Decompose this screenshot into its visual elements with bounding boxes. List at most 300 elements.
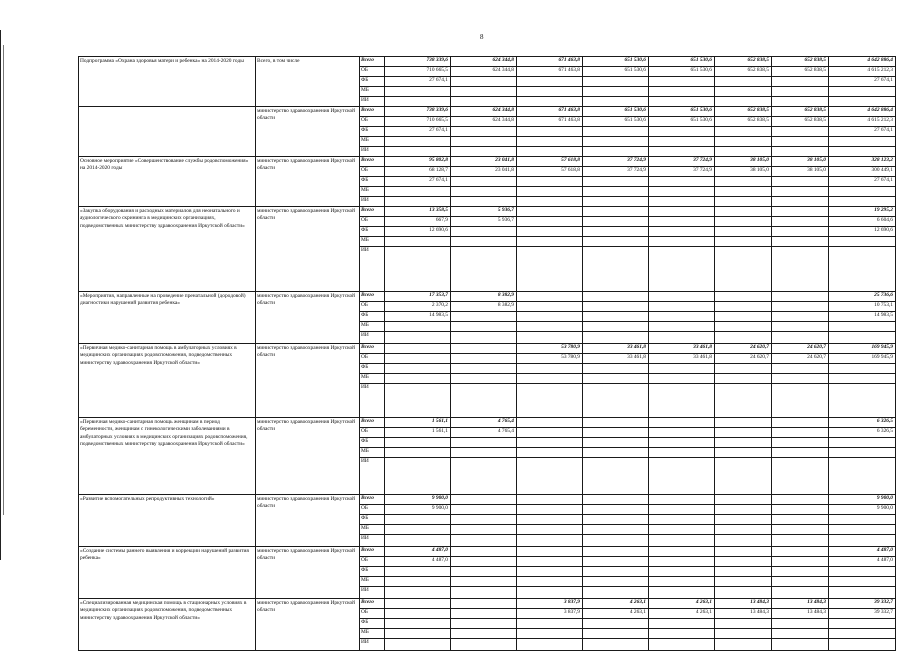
- funding-source-cell: ИИ: [360, 147, 385, 157]
- total-value-cell: [829, 187, 896, 197]
- year-value-cell: [583, 428, 649, 438]
- funding-source-cell: Всего: [360, 599, 385, 609]
- year-value-cell: [517, 374, 583, 384]
- year-value-cell: [517, 629, 583, 639]
- total-value-cell: [829, 629, 896, 639]
- funding-source-cell: МБ: [360, 629, 385, 639]
- year-value-cell: [385, 384, 451, 418]
- year-value-cell: [385, 97, 451, 107]
- year-value-cell: [715, 557, 772, 567]
- year-value-cell: [583, 557, 649, 567]
- year-value-cell: [772, 332, 829, 344]
- year-value-cell: [517, 332, 583, 344]
- year-value-cell: [772, 418, 829, 428]
- year-value-cell: [649, 197, 715, 207]
- funding-source-cell: ФБ: [360, 619, 385, 629]
- year-value-cell: [715, 458, 772, 495]
- funding-source-cell: ИИ: [360, 587, 385, 599]
- year-value-cell: 652 838,5: [715, 67, 772, 77]
- scan-edge-mark: [3, 45, 4, 515]
- year-value-cell: [517, 505, 583, 515]
- year-value-cell: [772, 384, 829, 418]
- year-value-cell: [583, 207, 649, 217]
- year-value-cell: 24 620,7: [772, 354, 829, 364]
- year-value-cell: [715, 525, 772, 535]
- program-name-cell: Подпрограмма «Охрана здоровья матери и ребенка» на 2014-2020 годы: [79, 57, 256, 107]
- total-value-cell: 4 487,0: [829, 557, 896, 567]
- year-value-cell: [649, 227, 715, 237]
- year-value-cell: [649, 247, 715, 292]
- total-value-cell: 27 674,1: [829, 177, 896, 187]
- year-value-cell: 95 802,8: [385, 157, 451, 167]
- year-value-cell: 624 344,8: [451, 57, 517, 67]
- total-value-cell: 300 449,1: [829, 167, 896, 177]
- total-value-cell: [829, 448, 896, 458]
- year-value-cell: [583, 577, 649, 587]
- year-value-cell: 13 484,3: [772, 609, 829, 619]
- year-value-cell: [517, 127, 583, 137]
- year-value-cell: [772, 547, 829, 557]
- funding-source-cell: ФБ: [360, 77, 385, 87]
- year-value-cell: [451, 577, 517, 587]
- year-value-cell: [772, 322, 829, 332]
- year-value-cell: [583, 197, 649, 207]
- year-value-cell: 651 530,6: [583, 107, 649, 117]
- program-name-cell: «Создание системы раннего выявления и коррекции нарушений развития ребенка»: [79, 547, 256, 599]
- year-value-cell: [715, 302, 772, 312]
- year-value-cell: [649, 237, 715, 247]
- table-row: [79, 207, 896, 217]
- year-value-cell: [715, 629, 772, 639]
- year-value-cell: 1 561,1: [385, 418, 451, 428]
- year-value-cell: [451, 312, 517, 322]
- year-value-cell: [451, 247, 517, 292]
- funding-source-cell: ИИ: [360, 535, 385, 547]
- year-value-cell: [583, 547, 649, 557]
- year-value-cell: 1 561,1: [385, 428, 451, 438]
- year-value-cell: [772, 77, 829, 87]
- year-value-cell: [715, 448, 772, 458]
- year-value-cell: [451, 639, 517, 651]
- year-value-cell: [385, 247, 451, 292]
- year-value-cell: 651 530,6: [583, 67, 649, 77]
- year-value-cell: 38 105,0: [715, 167, 772, 177]
- year-value-cell: [517, 577, 583, 587]
- year-value-cell: [715, 384, 772, 418]
- year-value-cell: [385, 374, 451, 384]
- year-value-cell: [517, 217, 583, 227]
- year-value-cell: [772, 619, 829, 629]
- year-value-cell: [649, 292, 715, 302]
- year-value-cell: [772, 458, 829, 495]
- year-value-cell: [517, 247, 583, 292]
- year-value-cell: 24 620,7: [715, 344, 772, 354]
- year-value-cell: [649, 177, 715, 187]
- total-value-cell: [829, 197, 896, 207]
- year-value-cell: [715, 147, 772, 157]
- year-value-cell: [517, 619, 583, 629]
- total-value-cell: 25 736,6: [829, 292, 896, 302]
- year-value-cell: [517, 525, 583, 535]
- year-value-cell: 738 339,6: [385, 57, 451, 67]
- total-value-cell: 14 983,5: [829, 312, 896, 322]
- funding-source-cell: ИИ: [360, 247, 385, 292]
- year-value-cell: [517, 567, 583, 577]
- year-value-cell: 13 484,3: [715, 609, 772, 619]
- year-value-cell: [451, 515, 517, 525]
- year-value-cell: [772, 587, 829, 599]
- year-value-cell: [517, 77, 583, 87]
- total-value-cell: [829, 137, 896, 147]
- year-value-cell: [517, 302, 583, 312]
- year-value-cell: 33 461,8: [649, 354, 715, 364]
- total-value-cell: 4 615 212,3: [829, 117, 896, 127]
- funding-source-cell: ФБ: [360, 227, 385, 237]
- table-row: [79, 599, 896, 609]
- year-value-cell: 671 463,8: [517, 117, 583, 127]
- year-value-cell: [385, 237, 451, 247]
- year-value-cell: [649, 207, 715, 217]
- year-value-cell: [385, 438, 451, 448]
- year-value-cell: [772, 237, 829, 247]
- year-value-cell: 667,9: [385, 217, 451, 227]
- year-value-cell: [715, 312, 772, 322]
- funding-source-cell: МБ: [360, 525, 385, 535]
- year-value-cell: 652 838,5: [772, 117, 829, 127]
- year-value-cell: [451, 374, 517, 384]
- funding-source-cell: ОБ: [360, 505, 385, 515]
- total-value-cell: 4 487,0: [829, 547, 896, 557]
- year-value-cell: 57 618,8: [517, 157, 583, 167]
- total-value-cell: 9 900,0: [829, 495, 896, 505]
- year-value-cell: [583, 322, 649, 332]
- year-value-cell: [451, 177, 517, 187]
- year-value-cell: 651 530,6: [649, 57, 715, 67]
- year-value-cell: 5 936,7: [451, 217, 517, 227]
- year-value-cell: [451, 547, 517, 557]
- total-value-cell: 169 945,9: [829, 344, 896, 354]
- total-value-cell: [829, 97, 896, 107]
- year-value-cell: 27 674,1: [385, 77, 451, 87]
- year-value-cell: 13 484,3: [715, 599, 772, 609]
- year-value-cell: [715, 292, 772, 302]
- year-value-cell: [385, 525, 451, 535]
- executor-cell: министерство здравоохранения Иркутской области: [256, 157, 360, 207]
- year-value-cell: [649, 428, 715, 438]
- funding-source-cell: ФБ: [360, 438, 385, 448]
- year-value-cell: [715, 322, 772, 332]
- executor-cell: министерство здравоохранения Иркутской области: [256, 292, 360, 344]
- year-value-cell: 4 263,1: [649, 609, 715, 619]
- total-value-cell: [829, 587, 896, 599]
- year-value-cell: [583, 87, 649, 97]
- total-value-cell: [829, 535, 896, 547]
- year-value-cell: 13 484,3: [772, 599, 829, 609]
- year-value-cell: [715, 237, 772, 247]
- year-value-cell: [772, 639, 829, 651]
- total-value-cell: 4 642 886,4: [829, 107, 896, 117]
- year-value-cell: 624 344,8: [451, 67, 517, 77]
- year-value-cell: [583, 302, 649, 312]
- year-value-cell: [715, 364, 772, 374]
- year-value-cell: [517, 227, 583, 237]
- funding-source-cell: ОБ: [360, 302, 385, 312]
- year-value-cell: [715, 177, 772, 187]
- year-value-cell: [649, 364, 715, 374]
- year-value-cell: [451, 227, 517, 237]
- total-value-cell: 39 332,7: [829, 599, 896, 609]
- year-value-cell: [715, 639, 772, 651]
- total-value-cell: 6 326,5: [829, 418, 896, 428]
- year-value-cell: [715, 97, 772, 107]
- year-value-cell: [385, 87, 451, 97]
- total-value-cell: 6 604,6: [829, 217, 896, 227]
- year-value-cell: [772, 197, 829, 207]
- year-value-cell: [517, 87, 583, 97]
- year-value-cell: 68 128,7: [385, 167, 451, 177]
- year-value-cell: [772, 438, 829, 448]
- year-value-cell: [649, 639, 715, 651]
- executor-cell: министерство здравоохранения Иркутской области: [256, 107, 360, 157]
- year-value-cell: [583, 629, 649, 639]
- year-value-cell: [649, 332, 715, 344]
- year-value-cell: [385, 364, 451, 374]
- table-row: [79, 57, 896, 67]
- year-value-cell: [385, 515, 451, 525]
- year-value-cell: 651 530,6: [649, 67, 715, 77]
- year-value-cell: [649, 374, 715, 384]
- funding-source-cell: МБ: [360, 87, 385, 97]
- year-value-cell: [649, 557, 715, 567]
- year-value-cell: [385, 344, 451, 354]
- total-value-cell: 328 123,2: [829, 157, 896, 167]
- year-value-cell: 24 620,7: [715, 354, 772, 364]
- total-value-cell: 19 295,2: [829, 207, 896, 217]
- funding-source-cell: ОБ: [360, 354, 385, 364]
- year-value-cell: [649, 384, 715, 418]
- table-row: [79, 292, 896, 302]
- year-value-cell: [385, 458, 451, 495]
- year-value-cell: [583, 587, 649, 599]
- year-value-cell: [517, 547, 583, 557]
- total-value-cell: [829, 577, 896, 587]
- year-value-cell: [451, 458, 517, 495]
- year-value-cell: 33 461,8: [583, 344, 649, 354]
- executor-cell: министерство здравоохранения Иркутской области: [256, 418, 360, 495]
- year-value-cell: [649, 322, 715, 332]
- year-value-cell: [772, 505, 829, 515]
- year-value-cell: [517, 312, 583, 322]
- year-value-cell: [583, 247, 649, 292]
- year-value-cell: 4 263,1: [583, 609, 649, 619]
- funding-source-cell: ОБ: [360, 428, 385, 438]
- year-value-cell: 27 674,1: [385, 127, 451, 137]
- year-value-cell: [385, 354, 451, 364]
- year-value-cell: [772, 292, 829, 302]
- table-row: [79, 157, 896, 167]
- year-value-cell: [451, 629, 517, 639]
- year-value-cell: [385, 609, 451, 619]
- total-value-cell: [829, 567, 896, 577]
- total-value-cell: [829, 384, 896, 418]
- funding-source-cell: Всего: [360, 547, 385, 557]
- total-value-cell: 27 674,1: [829, 127, 896, 137]
- year-value-cell: [451, 525, 517, 535]
- total-value-cell: 27 674,1: [829, 77, 896, 87]
- year-value-cell: [583, 418, 649, 428]
- year-value-cell: [715, 495, 772, 505]
- year-value-cell: [451, 137, 517, 147]
- year-value-cell: [517, 458, 583, 495]
- year-value-cell: [517, 448, 583, 458]
- year-value-cell: [517, 137, 583, 147]
- total-value-cell: 39 332,7: [829, 609, 896, 619]
- year-value-cell: 652 838,5: [715, 117, 772, 127]
- total-value-cell: [829, 374, 896, 384]
- year-value-cell: [772, 247, 829, 292]
- year-value-cell: [451, 599, 517, 609]
- funding-source-cell: Всего: [360, 292, 385, 302]
- year-value-cell: [649, 438, 715, 448]
- year-value-cell: [772, 137, 829, 147]
- year-value-cell: [517, 177, 583, 187]
- year-value-cell: 624 344,8: [451, 117, 517, 127]
- year-value-cell: [451, 495, 517, 505]
- funding-source-cell: ФБ: [360, 515, 385, 525]
- year-value-cell: 37 724,9: [583, 157, 649, 167]
- year-value-cell: [451, 619, 517, 629]
- funding-source-cell: МБ: [360, 448, 385, 458]
- year-value-cell: [583, 292, 649, 302]
- year-value-cell: [649, 535, 715, 547]
- year-value-cell: [385, 639, 451, 651]
- year-value-cell: [649, 495, 715, 505]
- year-value-cell: [772, 428, 829, 438]
- year-value-cell: 37 724,9: [649, 157, 715, 167]
- year-value-cell: [451, 197, 517, 207]
- year-value-cell: [715, 547, 772, 557]
- funding-source-cell: ИИ: [360, 332, 385, 344]
- year-value-cell: 13 358,5: [385, 207, 451, 217]
- year-value-cell: [715, 418, 772, 428]
- year-value-cell: [517, 639, 583, 651]
- year-value-cell: [715, 567, 772, 577]
- total-value-cell: [829, 332, 896, 344]
- year-value-cell: [772, 557, 829, 567]
- year-value-cell: 4 263,1: [649, 599, 715, 609]
- executor-cell: министерство здравоохранения Иркутской области: [256, 599, 360, 651]
- year-value-cell: 8 382,9: [451, 302, 517, 312]
- year-value-cell: [517, 418, 583, 428]
- year-value-cell: [583, 505, 649, 515]
- year-value-cell: 38 105,0: [772, 167, 829, 177]
- year-value-cell: [715, 535, 772, 547]
- total-value-cell: 4 615 212,3: [829, 67, 896, 77]
- table-row: [79, 107, 896, 117]
- year-value-cell: [583, 495, 649, 505]
- year-value-cell: [649, 97, 715, 107]
- funding-source-cell: ОБ: [360, 167, 385, 177]
- year-value-cell: [385, 629, 451, 639]
- year-value-cell: [583, 177, 649, 187]
- year-value-cell: 33 461,8: [649, 344, 715, 354]
- year-value-cell: 651 530,6: [583, 117, 649, 127]
- total-value-cell: [829, 458, 896, 495]
- year-value-cell: [517, 364, 583, 374]
- executor-cell: министерство здравоохранения Иркутской области: [256, 344, 360, 418]
- year-value-cell: [715, 247, 772, 292]
- total-value-cell: 169 945,9: [829, 354, 896, 364]
- year-value-cell: [649, 505, 715, 515]
- year-value-cell: [451, 322, 517, 332]
- program-name-cell: [79, 107, 256, 157]
- funding-source-cell: ФБ: [360, 312, 385, 322]
- total-value-cell: [829, 247, 896, 292]
- year-value-cell: [451, 237, 517, 247]
- total-value-cell: 10 753,1: [829, 302, 896, 312]
- year-value-cell: [583, 567, 649, 577]
- funding-source-cell: Всего: [360, 207, 385, 217]
- year-value-cell: [649, 515, 715, 525]
- year-value-cell: 652 838,5: [772, 67, 829, 77]
- year-value-cell: 651 530,6: [649, 117, 715, 127]
- funding-source-cell: ФБ: [360, 127, 385, 137]
- year-value-cell: [772, 374, 829, 384]
- year-value-cell: 4 487,0: [385, 557, 451, 567]
- year-value-cell: [517, 237, 583, 247]
- year-value-cell: [715, 515, 772, 525]
- year-value-cell: 5 936,7: [451, 207, 517, 217]
- year-value-cell: [772, 567, 829, 577]
- year-value-cell: [649, 619, 715, 629]
- year-value-cell: [772, 207, 829, 217]
- year-value-cell: 37 724,9: [649, 167, 715, 177]
- year-value-cell: [583, 127, 649, 137]
- total-value-cell: [829, 364, 896, 374]
- year-value-cell: [649, 458, 715, 495]
- year-value-cell: [517, 557, 583, 567]
- budget-table: [78, 56, 896, 651]
- year-value-cell: [583, 438, 649, 448]
- year-value-cell: 33 461,8: [583, 354, 649, 364]
- year-value-cell: [385, 448, 451, 458]
- total-value-cell: [829, 515, 896, 525]
- year-value-cell: 4 765,4: [451, 428, 517, 438]
- year-value-cell: [715, 127, 772, 137]
- total-value-cell: 4 642 886,4: [829, 57, 896, 67]
- year-value-cell: 57 618,8: [517, 167, 583, 177]
- year-value-cell: [451, 364, 517, 374]
- executor-cell: министерство здравоохранения Иркутской области: [256, 207, 360, 292]
- program-name-cell: «Закупка оборудования и расходных материалов для неонатального и аудиологического скрининга в медицинских организациях, подведомственных министерству здравоохранения Иркутской области»: [79, 207, 256, 292]
- year-value-cell: [715, 438, 772, 448]
- year-value-cell: [451, 557, 517, 567]
- year-value-cell: [517, 322, 583, 332]
- funding-source-cell: ИИ: [360, 384, 385, 418]
- program-name-cell: «Мероприятия, направленные на проведение пренатальной (дородовой) диагностики нарушений развития ребенка»: [79, 292, 256, 344]
- executor-cell: министерство здравоохранения Иркутской области: [256, 495, 360, 547]
- funding-source-cell: Всего: [360, 157, 385, 167]
- year-value-cell: [517, 515, 583, 525]
- year-value-cell: [715, 619, 772, 629]
- year-value-cell: [649, 629, 715, 639]
- year-value-cell: [715, 137, 772, 147]
- year-value-cell: [649, 547, 715, 557]
- year-value-cell: [649, 312, 715, 322]
- year-value-cell: 12 690,6: [385, 227, 451, 237]
- total-value-cell: 6 326,5: [829, 428, 896, 438]
- year-value-cell: [451, 344, 517, 354]
